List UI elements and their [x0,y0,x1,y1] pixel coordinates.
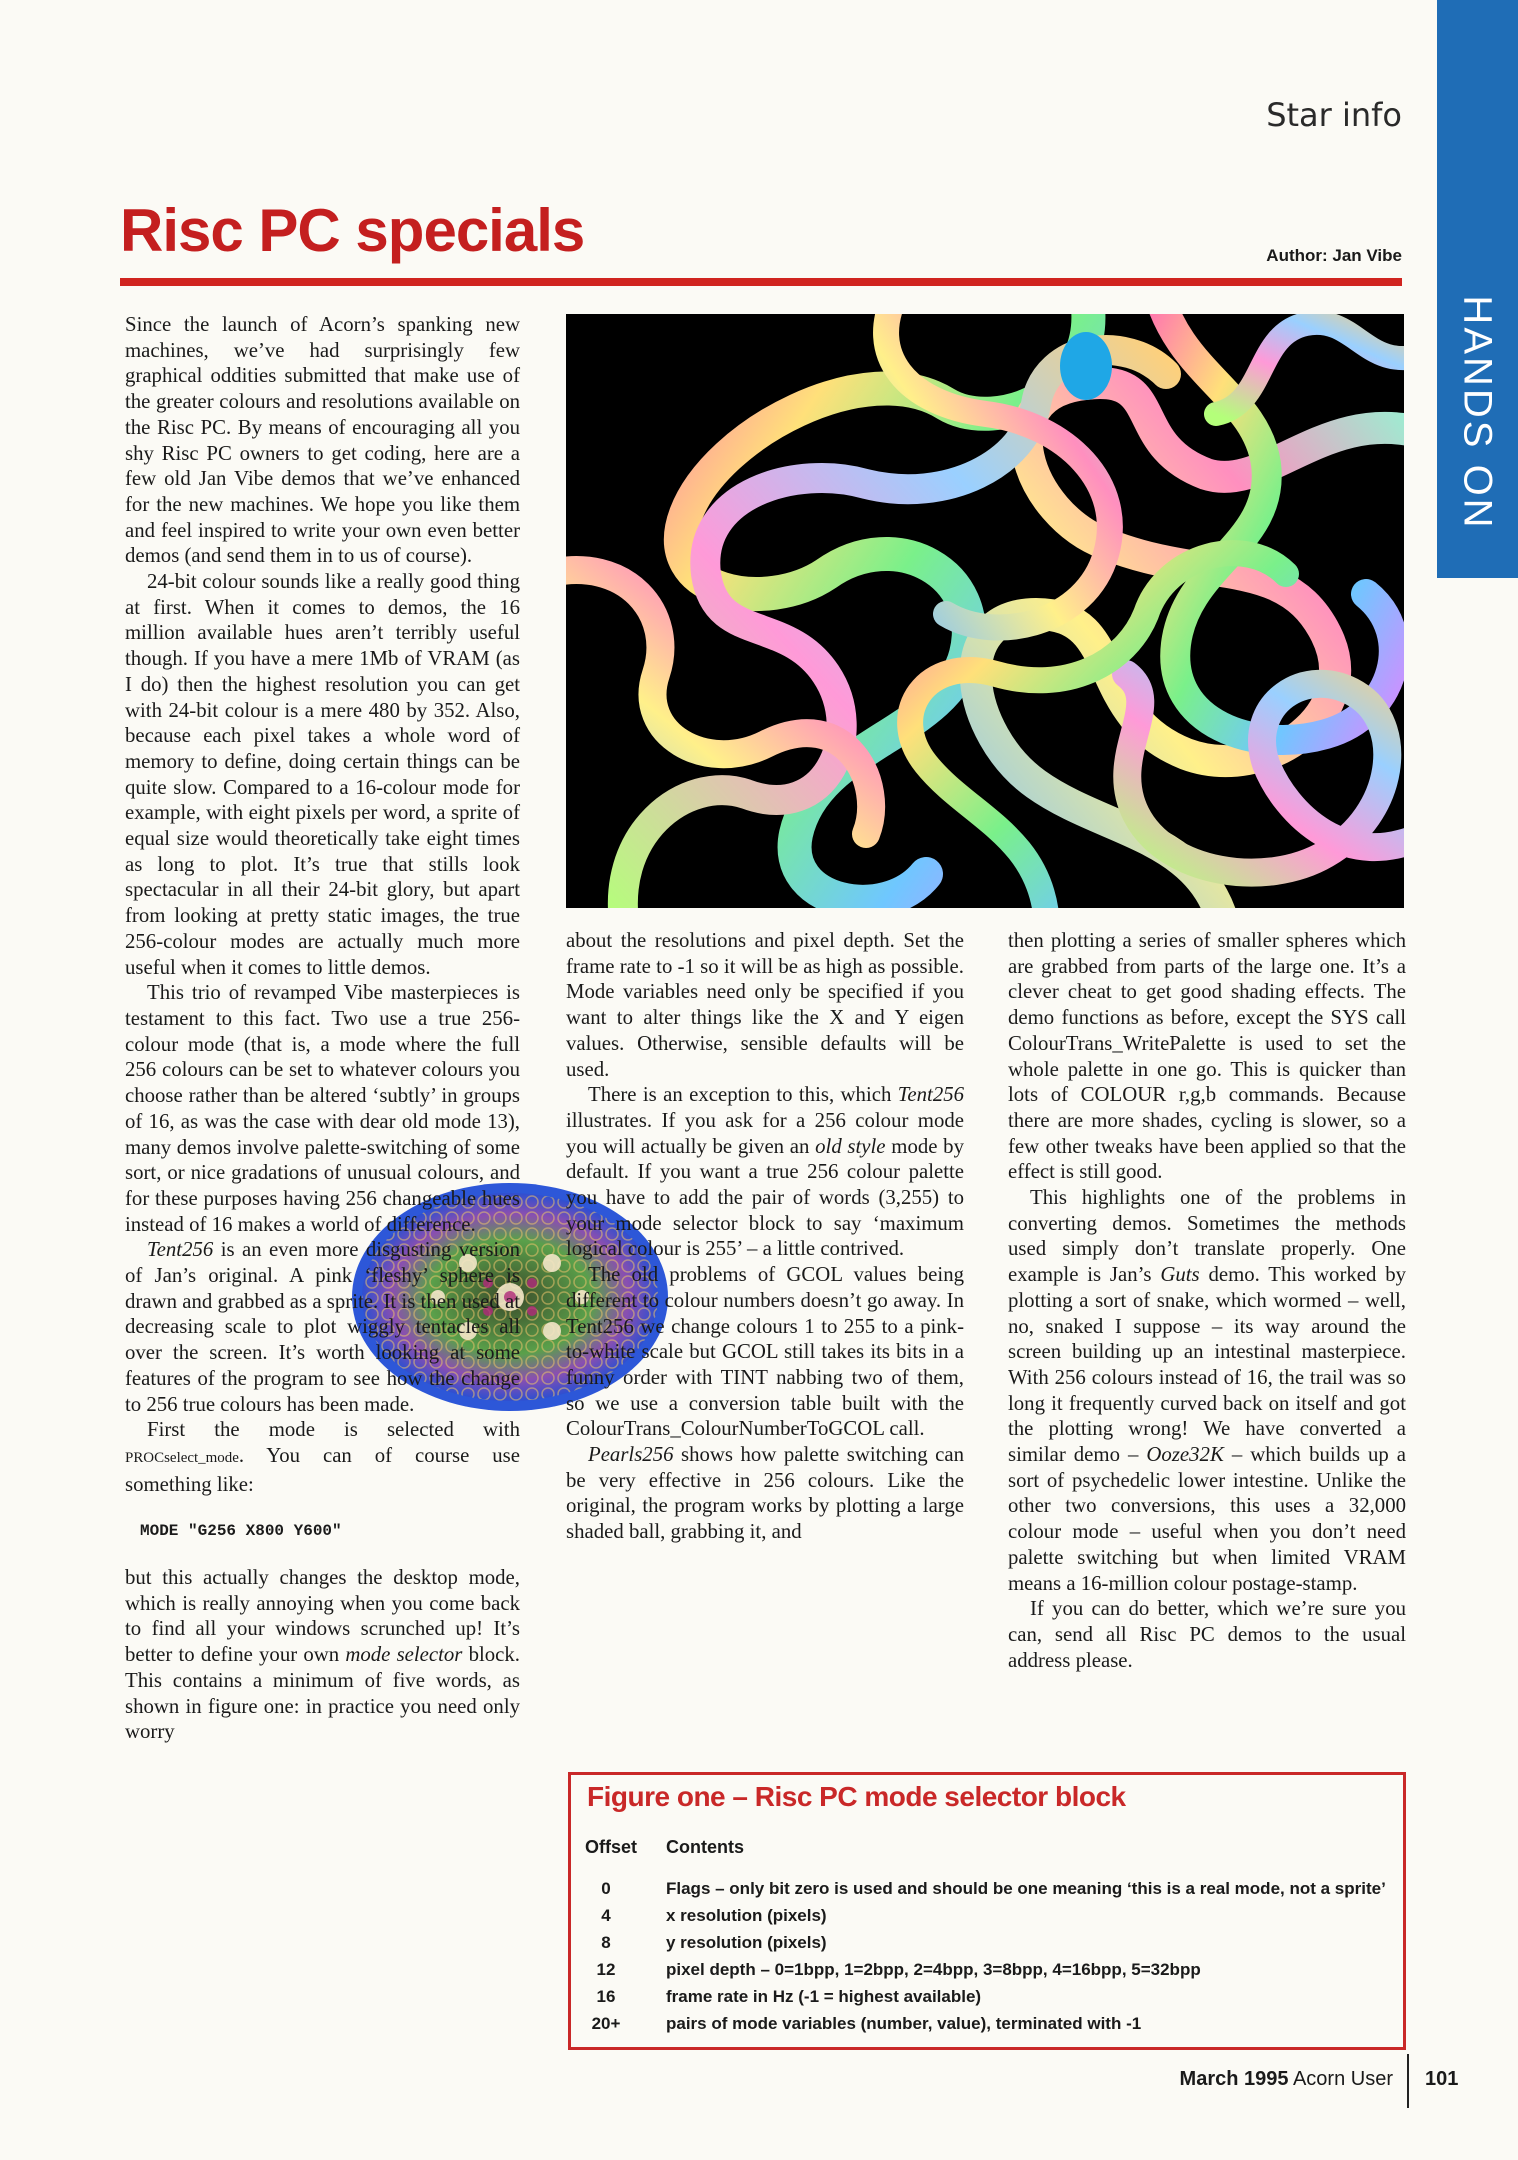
section-tab [1437,0,1518,578]
program-name: Tent256 [147,1238,214,1262]
code-sample: MODE "G256 X800 Y600" [140,1522,342,1541]
paragraph-text: illustrates. If you ask for a 256 colour mode you will actually be given an [566,1108,964,1158]
procedure-name: PROCselect_mode [125,1449,239,1466]
paragraph: Since the launch of Acorn’s spanking new machines, we’ve had surprisingly few graphical oddities submitted that make use of the greater colours and resolutions available on the Risc PC. By means of encouraging all you shy Risc PC owners to get coding, here are a few old Jan Vibe demos that we’ve enhanced for the new machines. We hope you like them and feel inspired to write your own even better demos (and send them in to us of course). [125,313,520,568]
figure-title: Figure one – Risc PC mode selector block [587,1781,1126,1812]
column-header-contents: Contents [666,1837,744,1857]
section-tab-label: HANDS ON [1455,295,1500,531]
paragraph-text: . You can of course use something like: [125,1443,520,1496]
paragraph-text: First the mode is selected with [147,1418,520,1442]
offset-cell: 0 [601,1879,611,1898]
paragraph: then plotting a series of smaller spheres which are grabbed from parts of the large one. It’s a clever cheat to get good shading effects. The demo functions as before, except the SYS call ColourTrans_WritePalette is used to set the whole palette in one go. This is quicker than lots of COLOUR r,g,b commands. Because there are more shades, cycling is slower, so a few other tweaks have been applied so that the effect is still good. [1008,929,1406,1184]
footer-issue [1180,2068,1393,2091]
program-name: Pearls256 [588,1443,674,1467]
contents-cell: y resolution (pixels) [666,1933,827,1952]
section-heading: Star info [1266,96,1402,134]
paragraph [566,1442,964,1545]
table-row [571,1906,1401,1933]
offset-cell: 16 [596,1987,616,2006]
footer-date: March 1995 [1179,2068,1289,2090]
offset-cell: 4 [601,1906,611,1925]
offset-cell: 20+ [591,2014,621,2033]
contents-cell: x resolution (pixels) [666,1906,827,1925]
paragraph [566,1082,964,1262]
tubes-illustration [566,314,1404,908]
paragraph-text: This highlights one of the problems in converting demos. Sometimes the methods used simply don’t translate properly. One example is Jan’s [1008,1186,1406,1287]
paragraph-text: block. This contains a minimum of five words, as shown in figure one: in practice you need only worry [125,1643,520,1744]
paragraph: 24-bit colour sounds like a really good thing at first. When it comes to demos, the 16 million available hues aren’t terribly useful though. If you have a mere 1Mb of VRAM (as I do) then the highest resolution you can get with 24-bit colour is a mere 480 by 352. Also, because each pixel takes a whole word of memory to define, doing certain things can be quite slow. Compared to a 16-colour mode for example, with eight pixels per word, a sprite of equal size would theoretically take eight times as long to plot. It’s true that stills look spectacular in all their 24-bit glory, but apart from looking at pretty static images, the true 256-colour modes are actually much more useful when it comes to little demos. [125,570,520,979]
title-rule [120,278,1402,286]
hero-image-tubes [566,314,1404,908]
paragraph: If you can do better, which we’re sure you can, send all Risc PC demos to the usual address please. [1008,1597,1406,1672]
footer-divider [1407,2054,1409,2108]
paragraph [125,1565,520,1745]
table-row [571,1987,1401,2014]
paragraph-text: but this actually changes the desktop mode, which is really annoying when you come back to find all your windows scrunched up! It’s better to define your own [125,1566,520,1667]
tube-head [1060,332,1112,400]
column-header-offset: Offset [585,1837,638,1857]
contents-cell: pairs of mode variables (number, value), terminated with -1 [666,2014,1142,2033]
article-title: Risc PC specials [120,197,585,264]
figure-mode-selector-block [568,1772,1406,2050]
paragraph [125,1237,520,1417]
emphasis: old style [815,1134,886,1158]
table-row [571,1960,1401,1987]
paragraph [125,980,520,1237]
paragraph-text: shows how palette switching can be very effective in 256 colours. Like the original, the program works by plotting a large shaded ball, grabbing it, and [566,1443,964,1544]
table-row [571,1879,1401,1906]
emphasis: mode selector [345,1643,463,1667]
contents-cell: pixel depth – 0=1bpp, 1=2bpp, 2=4bpp, 3=8bpp, 4=16bpp, 5=32bpp [666,1960,1201,1979]
paragraph-text: There is an exception to this, which [588,1083,892,1107]
article-column-2 [566,928,964,1545]
offset-cell: 8 [601,1933,611,1952]
paragraph-text: This trio of revamped Vibe masterpieces is testament to this fact. Two use a true 256-colour mode (that is, a mode where the full 256 colours can be set to whatever colours you choose rather than be altered ‘subtly’ in groups of 16, as was the case with dear old mode 13), many demos involve palette-switching of some sort, or nice gradations of unusual colours, and for these purposes having 256 changeable hues instead of 16 makes a world of difference. [125,981,520,1236]
offset-cell: 12 [596,1960,616,1979]
paragraph [125,1417,520,1497]
paragraph-text: – which builds up a sort of psychedelic lower intestine. Unlike the other two conversions, this uses a 32,000 colour mode – useful when you don’t need palette switching but when limited VRAM means a 16-million colour postage-stamp. [1008,1443,1406,1595]
paragraph [1008,1185,1406,1596]
author-credit: Author: Jan Vibe [1266,246,1402,265]
paragraph-text: mode by default. If you want a true 256 colour palette you have to add the pair of words (3,255) to your mode selector block to say ‘maximum logical colour is 255’ – a little contrived. [566,1134,964,1261]
article-column-3 [1008,928,1406,1673]
contents-cell: Flags – only bit zero is used and should be one meaning ‘this is a real mode, not a sprite’ [666,1879,1386,1898]
contents-cell: frame rate in Hz (-1 = highest available) [666,1987,982,2006]
program-name: Tent256 [897,1083,965,1107]
footer-magazine: Acorn User [1292,2068,1393,2090]
program-name: Guts [1160,1263,1200,1287]
table-row [571,1933,1401,1960]
table-row [571,2014,1401,2041]
paragraph: about the resolutions and pixel depth. Set the frame rate to -1 so it will be as high as possible. Mode variables need only be specified if you want to alter things like the X and Y eigen values. Otherwise, sensible defaults will be used. [566,929,964,1081]
paragraph-text: demo. This worked by plotting a sort of snake, which wormed – well, no, snaked I suppose – its way around the screen building up an intestinal masterpiece. With 256 colours instead of 16, the trail was so long it frequently curved back on itself and got the plotting wrong! We have converted a similar demo – [1008,1263,1407,1467]
paragraph-text: is an even more disgusting version of Jan’s original. A pink ‘fleshy’ sphere is drawn and grabbed as a sprite. It is then used at decreasing scale to plot wiggly tentacles all over the screen. It’s worth looking at some features of the program to see how the change to 256 true colours has been made. [125,1238,520,1416]
program-name: Ooze32K [1146,1443,1224,1467]
page-number: 101 [1425,2068,1459,2090]
paragraph: The old problems of GCOL values being different to colour numbers doesn’t go away. In Tent256 we change colours 1 to 255 to a pink-to-white scale but GCOL still takes its bits in a funny order with TINT nabbing two of them, so we use a conversion table built with the ColourTrans_ColourNumberToGCOL call. [566,1263,964,1441]
article-column-1 [125,312,520,1745]
